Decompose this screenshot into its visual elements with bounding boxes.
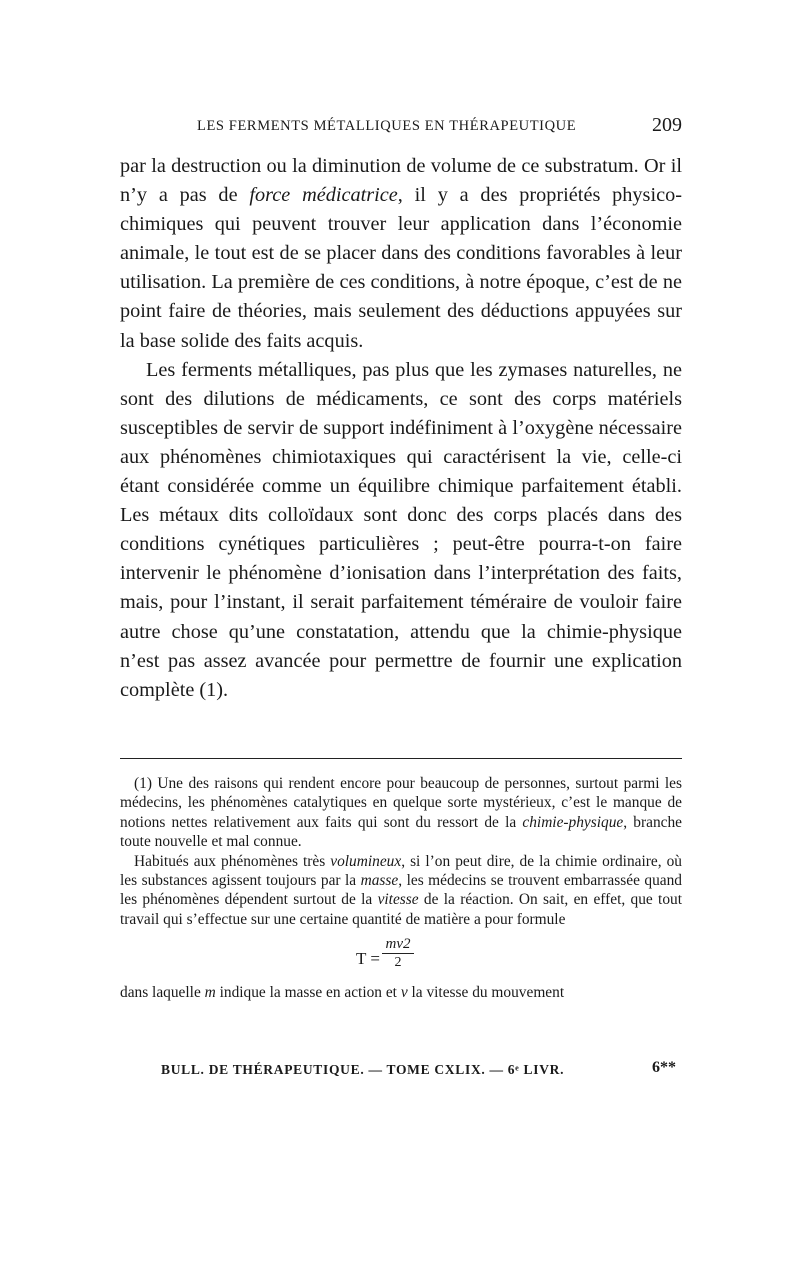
footnote-1-text-b: , branche toute nouvelle et mal connue.: [120, 813, 682, 851]
paragraph-1: [120, 152, 682, 356]
page-header: [120, 114, 682, 140]
footnote-3-text-c: la vitesse du mouvement: [407, 984, 565, 1002]
formula-lhs: T =: [356, 949, 380, 969]
footnote-3: [120, 983, 682, 1002]
signature-line: [120, 1058, 682, 1080]
main-text: [120, 152, 682, 705]
page-number: 209: [652, 114, 682, 136]
signature-mark: 6**: [652, 1059, 676, 1076]
footnote-2-italic-1: volumineux: [330, 852, 402, 870]
running-title: LES FERMENTS MÉTALLIQUES EN THÉRAPEUTIQUE: [197, 118, 577, 134]
footnote-1: [120, 774, 682, 852]
footnote-2-text-a: Habitués aux phénomènes très: [134, 852, 331, 870]
paragraph-1-italic: force médicatrice: [249, 184, 398, 207]
paragraph-2: Les ferments métalliques, pas plus que les zymases naturelles, ne sont des dilutions de médicaments, ce sont des corps matériels susceptibles de servir de support indéfiniment à l’oxygène nécessaire aux phénomènes chimiotaxiques qui caractérisent la vie, celle-ci étant considérée comme un équilibre chimique parfaitement établi. Les métaux dits colloïdaux sont donc des corps placés dans des conditions cynétiques particulières ; peut-être pourra-t-on faire intervenir le phénomène d’ionisation dans l’interprétation des faits, mais, pour l’instant, il serait parfaitement téméraire de vouloir faire autre chose qu’une constatation, attendu que la chimie-physique n’est pas assez avancée pour permettre de fournir une explication complète (1).: [120, 358, 682, 701]
footnote-3-text-a: dans laquelle: [120, 984, 205, 1002]
footnote-1-italic: chimie-physique: [522, 813, 624, 831]
footnote-3-var-m: m: [204, 984, 216, 1002]
footnote-2-text-c: , les médecins se trouvent embarrassée quand les phénomènes dépendent surtout de la: [120, 872, 682, 909]
paragraph-1-text-b: , il y a des propriétés physico-chimiques qui peuvent trouver leur application dans l’économie animale, le tout est de se placer dans des conditions favorables à leur utilisation. La première de ces conditions, à notre époque, c’est de ne point faire de théories, mais seulement des déductions appuyées sur la base solide des faits acquis.: [120, 184, 682, 352]
formula: [120, 935, 682, 981]
formula-fraction: [382, 935, 414, 972]
footnotes: [120, 774, 682, 1003]
formula-numerator: mv2: [382, 935, 414, 954]
paragraph-1-text-a: par la destruction ou la diminution de volume de ce substratum. Or il n’y a pas de: [120, 155, 682, 207]
footnote-3-text-b: indique la masse en action et: [215, 984, 401, 1002]
formula-denominator: 2: [394, 955, 402, 971]
footnote-3-var-v: v: [400, 984, 408, 1002]
footnote-2-text-b: , si l’on peut dire, de la chimie ordinaire, où les substances agissent toujours par la: [120, 852, 682, 890]
signature-text: BULL. DE THÉRAPEUTIQUE. — TOME CXLIX. — 6ᵉ LIVR.: [161, 1062, 565, 1077]
footnote-1-text-a: (1) Une des raisons qui rendent encore pour beaucoup de personnes, surtout parmi les médecins, les phénomènes catalytiques en quelque sorte mystérieux, c’est le manque de notions nettes relativement aux faits qui sont du ressort de la: [120, 775, 682, 831]
footnote-2: [120, 852, 682, 930]
footnote-2-italic-2: masse: [360, 872, 399, 890]
footnote-2-text-d: de la réaction. On sait, en effet, que tout travail qui s’effectue sur une certaine quantité de matière a pour formule: [120, 891, 682, 928]
footnote-rule: [120, 758, 682, 759]
footnote-2-italic-3: vitesse: [377, 891, 419, 909]
